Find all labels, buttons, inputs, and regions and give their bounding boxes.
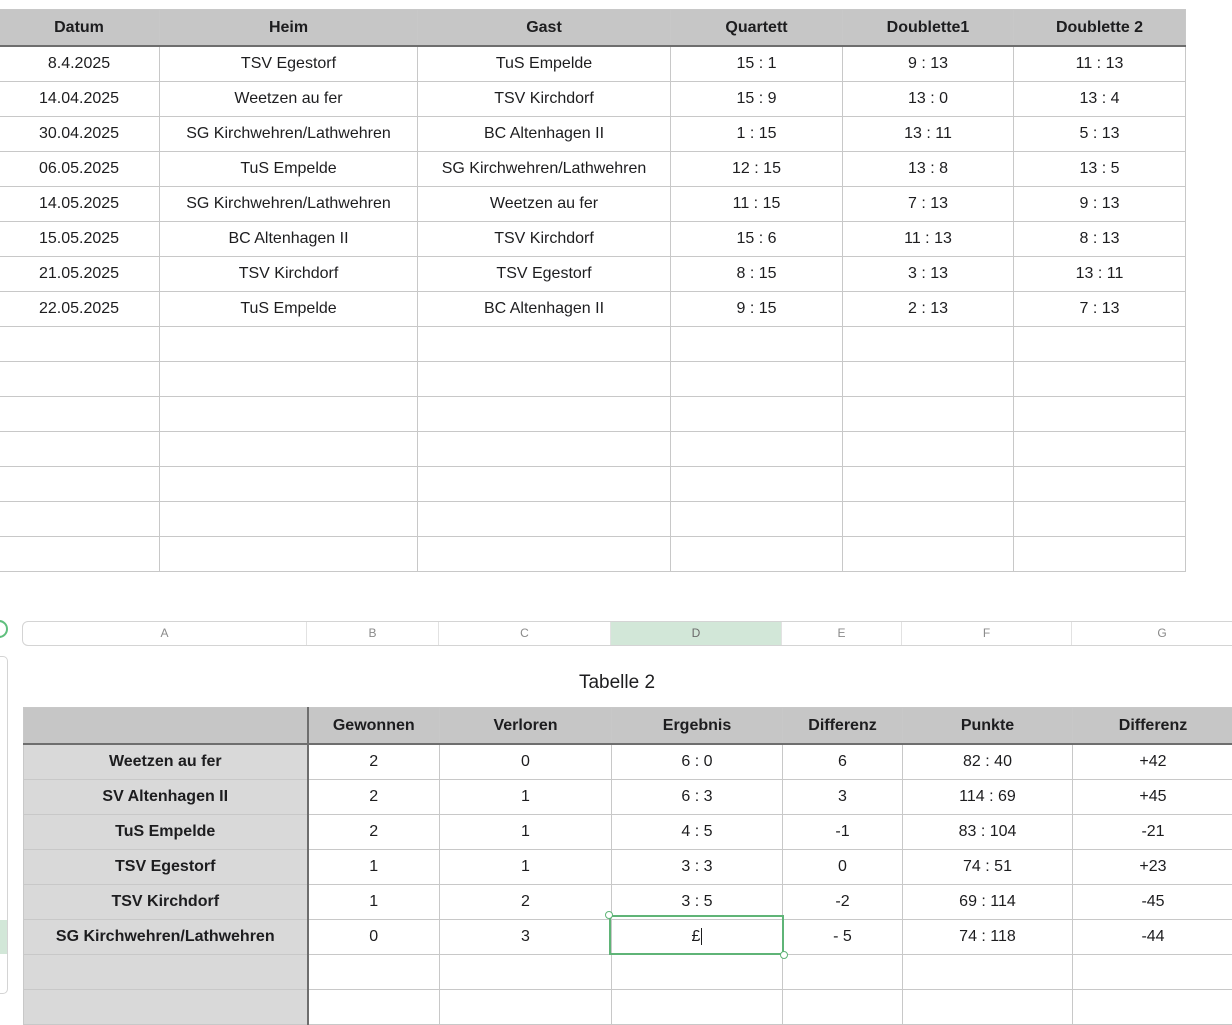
table1-empty-cell[interactable] bbox=[160, 327, 418, 362]
table1-cell[interactable]: TSV Kirchdorf bbox=[160, 257, 418, 292]
table2-title[interactable]: Tabelle 2 bbox=[22, 672, 1212, 694]
table1-col-header[interactable]: Heim bbox=[160, 10, 418, 47]
table1-cell[interactable]: 11 : 13 bbox=[1014, 46, 1186, 82]
table1-empty-cell[interactable] bbox=[671, 537, 843, 572]
table1-empty-cell[interactable] bbox=[843, 397, 1014, 432]
table1-empty-cell[interactable] bbox=[843, 432, 1014, 467]
column-header-c[interactable]: C bbox=[439, 622, 611, 645]
table2-cell[interactable]: -1 bbox=[783, 815, 903, 850]
table1-cell[interactable]: 15 : 9 bbox=[671, 82, 843, 117]
table2-empty-row bbox=[24, 990, 1232, 1025]
table1-cell[interactable]: 13 : 4 bbox=[1014, 82, 1186, 117]
table2-row bbox=[24, 815, 1232, 850]
editing-cell-text: £ bbox=[692, 928, 701, 945]
table2-cell[interactable]: 1 bbox=[308, 850, 440, 885]
table1-cell[interactable]: TuS Empelde bbox=[418, 46, 671, 82]
table2-cell[interactable]: 2 bbox=[308, 780, 440, 815]
table1-cell[interactable]: TuS Empelde bbox=[160, 152, 418, 187]
select-table-handle[interactable] bbox=[0, 620, 8, 638]
table1-cell[interactable]: 15.05.2025 bbox=[0, 222, 160, 257]
table1-empty-cell[interactable] bbox=[843, 502, 1014, 537]
table2-cell[interactable]: 6 bbox=[783, 744, 903, 780]
table2-cell[interactable]: 3 : 3 bbox=[612, 850, 783, 885]
table2-empty-cell[interactable] bbox=[440, 955, 612, 990]
table1-cell[interactable]: 21.05.2025 bbox=[0, 257, 160, 292]
selection-handle-bottom-right[interactable] bbox=[780, 951, 788, 959]
table1-empty-cell[interactable] bbox=[671, 502, 843, 537]
team-name-cell[interactable]: Weetzen au fer bbox=[24, 744, 308, 780]
table1-empty-cell[interactable] bbox=[1014, 467, 1186, 502]
table1-cell[interactable]: 15 : 6 bbox=[671, 222, 843, 257]
table2-cell[interactable]: 114 : 69 bbox=[903, 780, 1073, 815]
table2-empty-cell[interactable] bbox=[24, 990, 308, 1025]
table1-empty-cell[interactable] bbox=[160, 432, 418, 467]
table1-empty-cell[interactable] bbox=[0, 432, 160, 467]
table2-cell[interactable]: +45 bbox=[1073, 780, 1232, 815]
column-header-g[interactable]: G bbox=[1072, 622, 1232, 645]
table1-empty-cell[interactable] bbox=[671, 327, 843, 362]
table1-empty-cell[interactable] bbox=[418, 537, 671, 572]
table1-cell[interactable]: 13 : 11 bbox=[843, 117, 1014, 152]
column-header-d[interactable]: D bbox=[611, 622, 782, 645]
table2-col-header[interactable]: Verloren bbox=[440, 708, 612, 745]
table2-cell[interactable]: 3 bbox=[783, 780, 903, 815]
table2-empty-row bbox=[24, 955, 1232, 990]
table1-row bbox=[0, 187, 1186, 222]
table2-cell[interactable]: -21 bbox=[1073, 815, 1232, 850]
table1-col-header[interactable]: Datum bbox=[0, 10, 160, 47]
table2-cell[interactable]: 0 bbox=[440, 744, 612, 780]
table2-empty-cell[interactable] bbox=[308, 955, 440, 990]
table1-empty-cell[interactable] bbox=[160, 502, 418, 537]
table1-cell[interactable]: 06.05.2025 bbox=[0, 152, 160, 187]
selected-row-indicator[interactable] bbox=[0, 920, 7, 954]
table2-cell[interactable]: +42 bbox=[1073, 744, 1232, 780]
table1-cell[interactable]: TSV Kirchdorf bbox=[418, 82, 671, 117]
table1-cell[interactable]: 9 : 15 bbox=[671, 292, 843, 327]
table1-empty-cell[interactable] bbox=[1014, 397, 1186, 432]
table1-empty-cell[interactable] bbox=[671, 432, 843, 467]
table2-row bbox=[24, 850, 1232, 885]
table1-empty-cell[interactable] bbox=[0, 502, 160, 537]
table2-col-header[interactable]: Gewonnen bbox=[308, 708, 440, 745]
table1-cell[interactable]: Weetzen au fer bbox=[418, 187, 671, 222]
table1-row bbox=[0, 152, 1186, 187]
table1-col-header[interactable]: Gast bbox=[418, 10, 671, 47]
table2-empty-cell[interactable] bbox=[903, 955, 1073, 990]
table2-empty-cell[interactable] bbox=[24, 955, 308, 990]
table2-cell[interactable]: 3 : 5 bbox=[612, 885, 783, 920]
table1-cell[interactable]: BC Altenhagen II bbox=[418, 117, 671, 152]
table1-cell[interactable]: 7 : 13 bbox=[1014, 292, 1186, 327]
table2-row bbox=[24, 920, 1232, 955]
team-name-cell[interactable]: TSV Kirchdorf bbox=[24, 885, 308, 920]
table2-empty-cell[interactable] bbox=[783, 990, 903, 1025]
table2-empty-cell[interactable] bbox=[440, 990, 612, 1025]
table1-cell[interactable]: 8.4.2025 bbox=[0, 46, 160, 82]
table1-row bbox=[0, 222, 1186, 257]
table1-cell[interactable]: 11 : 13 bbox=[843, 222, 1014, 257]
table2-row bbox=[24, 780, 1232, 815]
table1-empty-cell[interactable] bbox=[0, 537, 160, 572]
table1-row bbox=[0, 46, 1186, 82]
text-cursor bbox=[701, 928, 702, 945]
table2-empty-cell[interactable] bbox=[612, 990, 783, 1025]
table1-empty-row bbox=[0, 362, 1186, 397]
table1-row bbox=[0, 292, 1186, 327]
table1-col-header[interactable]: Quartett bbox=[671, 10, 843, 47]
table1-cell[interactable]: 9 : 13 bbox=[1014, 187, 1186, 222]
table1-cell[interactable]: 2 : 13 bbox=[843, 292, 1014, 327]
table2-cell[interactable]: 2 bbox=[308, 815, 440, 850]
table2-cell[interactable]: 83 : 104 bbox=[903, 815, 1073, 850]
table1-empty-cell[interactable] bbox=[0, 467, 160, 502]
table2-cell[interactable]: 3 bbox=[440, 920, 612, 955]
team-name-cell[interactable]: TuS Empelde bbox=[24, 815, 308, 850]
table1-empty-row bbox=[0, 397, 1186, 432]
table2-cell[interactable]: 82 : 40 bbox=[903, 744, 1073, 780]
table1-empty-row bbox=[0, 502, 1186, 537]
table1-col-header[interactable]: Doublette1 bbox=[843, 10, 1014, 47]
table1-cell[interactable]: BC Altenhagen II bbox=[160, 222, 418, 257]
table2-cell[interactable]: 0 bbox=[308, 920, 440, 955]
table1-empty-row bbox=[0, 537, 1186, 572]
table1-empty-cell[interactable] bbox=[0, 327, 160, 362]
table1-cell[interactable]: TSV Kirchdorf bbox=[418, 222, 671, 257]
table2-cell[interactable]: 1 bbox=[440, 815, 612, 850]
table1-empty-row bbox=[0, 327, 1186, 362]
table2-cell[interactable]: 1 bbox=[308, 885, 440, 920]
table1-row bbox=[0, 82, 1186, 117]
table1-empty-cell[interactable] bbox=[418, 432, 671, 467]
table1-cell[interactable]: 22.05.2025 bbox=[0, 292, 160, 327]
table1-cell[interactable]: 13 : 0 bbox=[843, 82, 1014, 117]
table2-cell[interactable]: 6 : 3 bbox=[612, 780, 783, 815]
table2-empty-cell[interactable] bbox=[1073, 955, 1232, 990]
standings-table bbox=[23, 707, 1232, 1025]
table2-empty-cell[interactable] bbox=[1073, 990, 1232, 1025]
table1-empty-cell[interactable] bbox=[843, 467, 1014, 502]
table1-empty-cell[interactable] bbox=[1014, 537, 1186, 572]
table1-row bbox=[0, 117, 1186, 152]
table1-empty-cell[interactable] bbox=[671, 362, 843, 397]
table2-cell[interactable]: 0 bbox=[783, 850, 903, 885]
team-name-cell[interactable]: TSV Egestorf bbox=[24, 850, 308, 885]
table2-cell[interactable]: 1 bbox=[440, 850, 612, 885]
table1-cell[interactable]: 9 : 13 bbox=[843, 46, 1014, 82]
table2-cell[interactable]: 6 : 0 bbox=[612, 744, 783, 780]
table1-empty-cell[interactable] bbox=[843, 537, 1014, 572]
table2-row bbox=[24, 744, 1232, 780]
table1-empty-cell[interactable] bbox=[160, 362, 418, 397]
table1-empty-cell[interactable] bbox=[418, 397, 671, 432]
table1-empty-cell[interactable] bbox=[843, 362, 1014, 397]
table1-empty-cell[interactable] bbox=[418, 327, 671, 362]
table1-cell[interactable]: 3 : 13 bbox=[843, 257, 1014, 292]
table1-empty-cell[interactable] bbox=[1014, 362, 1186, 397]
table1-cell[interactable]: BC Altenhagen II bbox=[418, 292, 671, 327]
team-name-cell[interactable]: SV Altenhagen II bbox=[24, 780, 308, 815]
row-header-bar bbox=[0, 656, 8, 994]
table2-cell[interactable]: 1 bbox=[440, 780, 612, 815]
table1-cell[interactable]: 30.04.2025 bbox=[0, 117, 160, 152]
table1-empty-cell[interactable] bbox=[1014, 502, 1186, 537]
table1-empty-cell[interactable] bbox=[671, 467, 843, 502]
table1-cell[interactable]: 8 : 13 bbox=[1014, 222, 1186, 257]
table1-cell[interactable]: TSV Egestorf bbox=[160, 46, 418, 82]
table1-cell[interactable]: Weetzen au fer bbox=[160, 82, 418, 117]
table1-cell[interactable]: 5 : 13 bbox=[1014, 117, 1186, 152]
column-header-b[interactable]: B bbox=[307, 622, 439, 645]
table2-empty-cell[interactable] bbox=[612, 955, 783, 990]
table1-cell[interactable]: 13 : 8 bbox=[843, 152, 1014, 187]
column-header-e[interactable]: E bbox=[782, 622, 902, 645]
selection-handle-top-left[interactable] bbox=[605, 911, 613, 919]
table2-cell[interactable]: -44 bbox=[1073, 920, 1232, 955]
table1-empty-row bbox=[0, 432, 1186, 467]
table1-empty-cell[interactable] bbox=[1014, 432, 1186, 467]
table1-row bbox=[0, 257, 1186, 292]
table1-cell[interactable]: SG Kirchwehren/Lathwehren bbox=[418, 152, 671, 187]
table2-cell[interactable]: 69 : 114 bbox=[903, 885, 1073, 920]
table1-empty-cell[interactable] bbox=[843, 327, 1014, 362]
table1-cell[interactable]: 11 : 15 bbox=[671, 187, 843, 222]
table1-empty-cell[interactable] bbox=[1014, 327, 1186, 362]
table2-cell[interactable]: 2 bbox=[440, 885, 612, 920]
table1-cell[interactable]: 14.05.2025 bbox=[0, 187, 160, 222]
table2-cell[interactable]: - 5 bbox=[783, 920, 903, 955]
table1-cell[interactable]: 12 : 15 bbox=[671, 152, 843, 187]
table2-cell[interactable]: 74 : 51 bbox=[903, 850, 1073, 885]
table1-empty-cell[interactable] bbox=[0, 362, 160, 397]
table1-empty-row bbox=[0, 467, 1186, 502]
table2-cell[interactable]: 4 : 5 bbox=[612, 815, 783, 850]
table1-cell[interactable]: TuS Empelde bbox=[160, 292, 418, 327]
table2-corner-header[interactable] bbox=[24, 708, 308, 745]
column-header-f[interactable]: F bbox=[902, 622, 1072, 645]
table1-cell[interactable]: 7 : 13 bbox=[843, 187, 1014, 222]
editing-cell[interactable] bbox=[612, 920, 783, 955]
column-header-a[interactable]: A bbox=[23, 622, 307, 645]
table1-empty-cell[interactable] bbox=[671, 397, 843, 432]
table1-cell[interactable]: 13 : 5 bbox=[1014, 152, 1186, 187]
table1-col-header[interactable]: Doublette 2 bbox=[1014, 10, 1186, 47]
table1-cell[interactable]: 1 : 15 bbox=[671, 117, 843, 152]
table1-cell[interactable]: SG Kirchwehren/Lathwehren bbox=[160, 187, 418, 222]
team-name-cell[interactable]: SG Kirchwehren/Lathwehren bbox=[24, 920, 308, 955]
table1-cell[interactable]: 13 : 11 bbox=[1014, 257, 1186, 292]
table2-col-header[interactable]: Ergebnis bbox=[612, 708, 783, 745]
table1-empty-cell[interactable] bbox=[418, 467, 671, 502]
table1-cell[interactable]: 15 : 1 bbox=[671, 46, 843, 82]
table2-cell[interactable]: 2 bbox=[308, 744, 440, 780]
table2-empty-cell[interactable] bbox=[783, 955, 903, 990]
table2-cell[interactable]: 74 : 118 bbox=[903, 920, 1073, 955]
table1-cell[interactable]: 8 : 15 bbox=[671, 257, 843, 292]
table2-cell[interactable]: -2 bbox=[783, 885, 903, 920]
table1-empty-cell[interactable] bbox=[160, 537, 418, 572]
table1-empty-cell[interactable] bbox=[418, 362, 671, 397]
table2-cell[interactable]: +23 bbox=[1073, 850, 1232, 885]
table2-col-header[interactable]: Differenz bbox=[1073, 708, 1232, 745]
table1-empty-cell[interactable] bbox=[418, 502, 671, 537]
match-results-table bbox=[0, 9, 1186, 572]
table2-empty-cell[interactable] bbox=[903, 990, 1073, 1025]
table2-col-header[interactable]: Differenz bbox=[783, 708, 903, 745]
table2-header-row bbox=[24, 708, 1232, 745]
column-header-bar bbox=[22, 621, 1232, 646]
table1-empty-cell[interactable] bbox=[160, 397, 418, 432]
table1-empty-cell[interactable] bbox=[0, 397, 160, 432]
table1-cell[interactable]: 14.04.2025 bbox=[0, 82, 160, 117]
table1-cell[interactable]: SG Kirchwehren/Lathwehren bbox=[160, 117, 418, 152]
table1-cell[interactable]: TSV Egestorf bbox=[418, 257, 671, 292]
table1-empty-cell[interactable] bbox=[160, 467, 418, 502]
table2-col-header[interactable]: Punkte bbox=[903, 708, 1073, 745]
table2-empty-cell[interactable] bbox=[308, 990, 440, 1025]
table1-header-row bbox=[0, 10, 1186, 47]
table2-cell[interactable]: -45 bbox=[1073, 885, 1232, 920]
table2-row bbox=[24, 885, 1232, 920]
